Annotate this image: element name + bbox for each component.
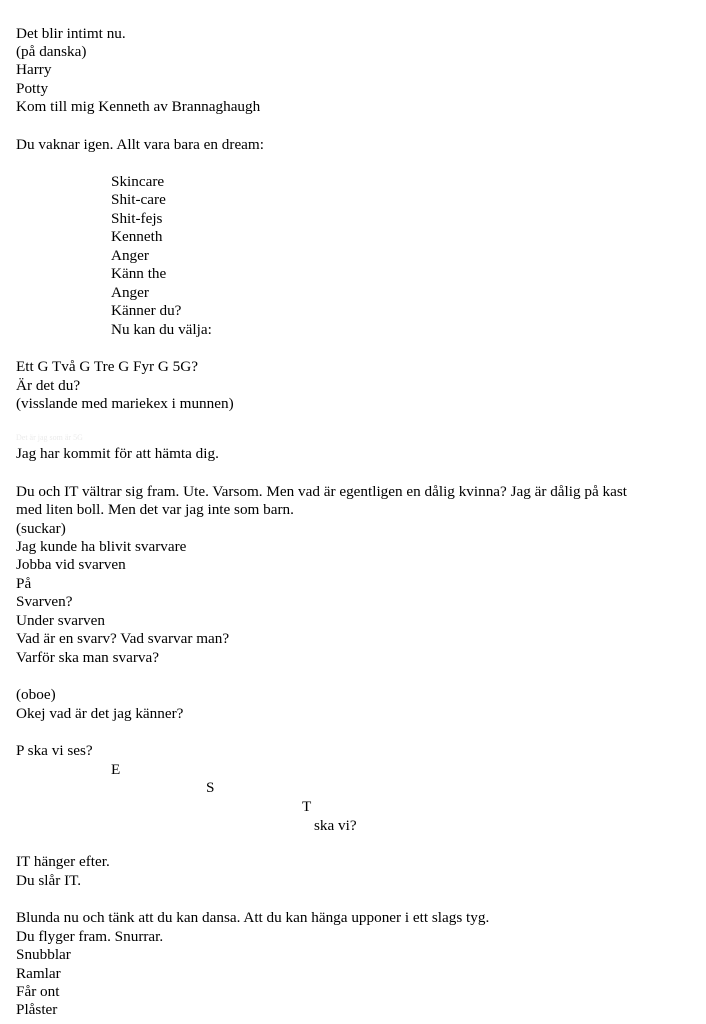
text-line: Jag har kommit för att hämta dig. bbox=[16, 445, 219, 462]
text-line: Blunda nu och tänk att du kan dansa. Att du kan hänga upponer i ett slags tyg. bbox=[16, 909, 490, 926]
indented-line: Kenneth bbox=[111, 228, 163, 245]
staircase-letter: ska vi? bbox=[314, 817, 357, 834]
text-line: Du vaknar igen. Allt vara bara en dream: bbox=[16, 136, 264, 153]
staircase-letter: T bbox=[302, 798, 312, 815]
text-line: Det blir intimt nu. bbox=[16, 25, 126, 42]
staircase-letter: E bbox=[111, 761, 121, 778]
text-line: Du och IT vältrar sig fram. Ute. Varsom. Men vad är egentligen en dålig kvinna? Jag är dålig på kast bbox=[16, 483, 627, 500]
indented-line: Nu kan du välja: bbox=[111, 321, 212, 338]
text-line: (visslande med mariekex i munnen) bbox=[16, 395, 234, 412]
text-line: (suckar) bbox=[16, 520, 66, 537]
indented-line: Anger bbox=[111, 247, 149, 264]
text-line: P ska vi ses? bbox=[16, 742, 93, 759]
text-line: Ett G Två G Tre G Fyr G 5G? bbox=[16, 358, 198, 375]
text-line: Vad är en svarv? Vad svarvar man? bbox=[16, 630, 230, 647]
indented-line: Anger bbox=[111, 284, 149, 301]
text-line: Under svarven bbox=[16, 612, 105, 629]
staircase-letter: S bbox=[206, 779, 215, 796]
text-line: Är det du? bbox=[16, 377, 81, 394]
text-line: IT hänger efter. bbox=[16, 853, 110, 870]
text-line: Jag kunde ha blivit svarvare bbox=[16, 538, 187, 555]
text-line: Ramlar bbox=[16, 965, 61, 982]
text-line: Plåster bbox=[16, 1001, 58, 1018]
faint-text-line: Det är jag som är 5G bbox=[16, 433, 83, 442]
text-line: med liten boll. Men det var jag inte som barn. bbox=[16, 501, 294, 518]
text-line: Får ont bbox=[16, 983, 60, 1000]
indented-line: Shit-care bbox=[111, 191, 166, 208]
text-line: (på danska) bbox=[16, 43, 87, 60]
text-line: (oboe) bbox=[16, 686, 56, 703]
text-line: Varför ska man svarva? bbox=[16, 649, 159, 666]
text-line: Harry bbox=[16, 61, 52, 78]
text-line: Snubblar bbox=[16, 946, 71, 963]
indented-line: Känn the bbox=[111, 265, 167, 282]
indented-line: Shit-fejs bbox=[111, 210, 163, 227]
text-line: Okej vad är det jag känner? bbox=[16, 705, 184, 722]
text-line: Svarven? bbox=[16, 593, 73, 610]
text-line: Potty bbox=[16, 80, 49, 97]
text-line: På bbox=[16, 575, 32, 592]
text-line: Du slår IT. bbox=[16, 872, 82, 889]
text-line: Kom till mig Kenneth av Brannaghaugh bbox=[16, 98, 261, 115]
indented-line: Skincare bbox=[111, 173, 165, 190]
indented-line: Känner du? bbox=[111, 302, 182, 319]
text-line: Jobba vid svarven bbox=[16, 556, 126, 573]
text-line: Du flyger fram. Snurrar. bbox=[16, 928, 164, 945]
